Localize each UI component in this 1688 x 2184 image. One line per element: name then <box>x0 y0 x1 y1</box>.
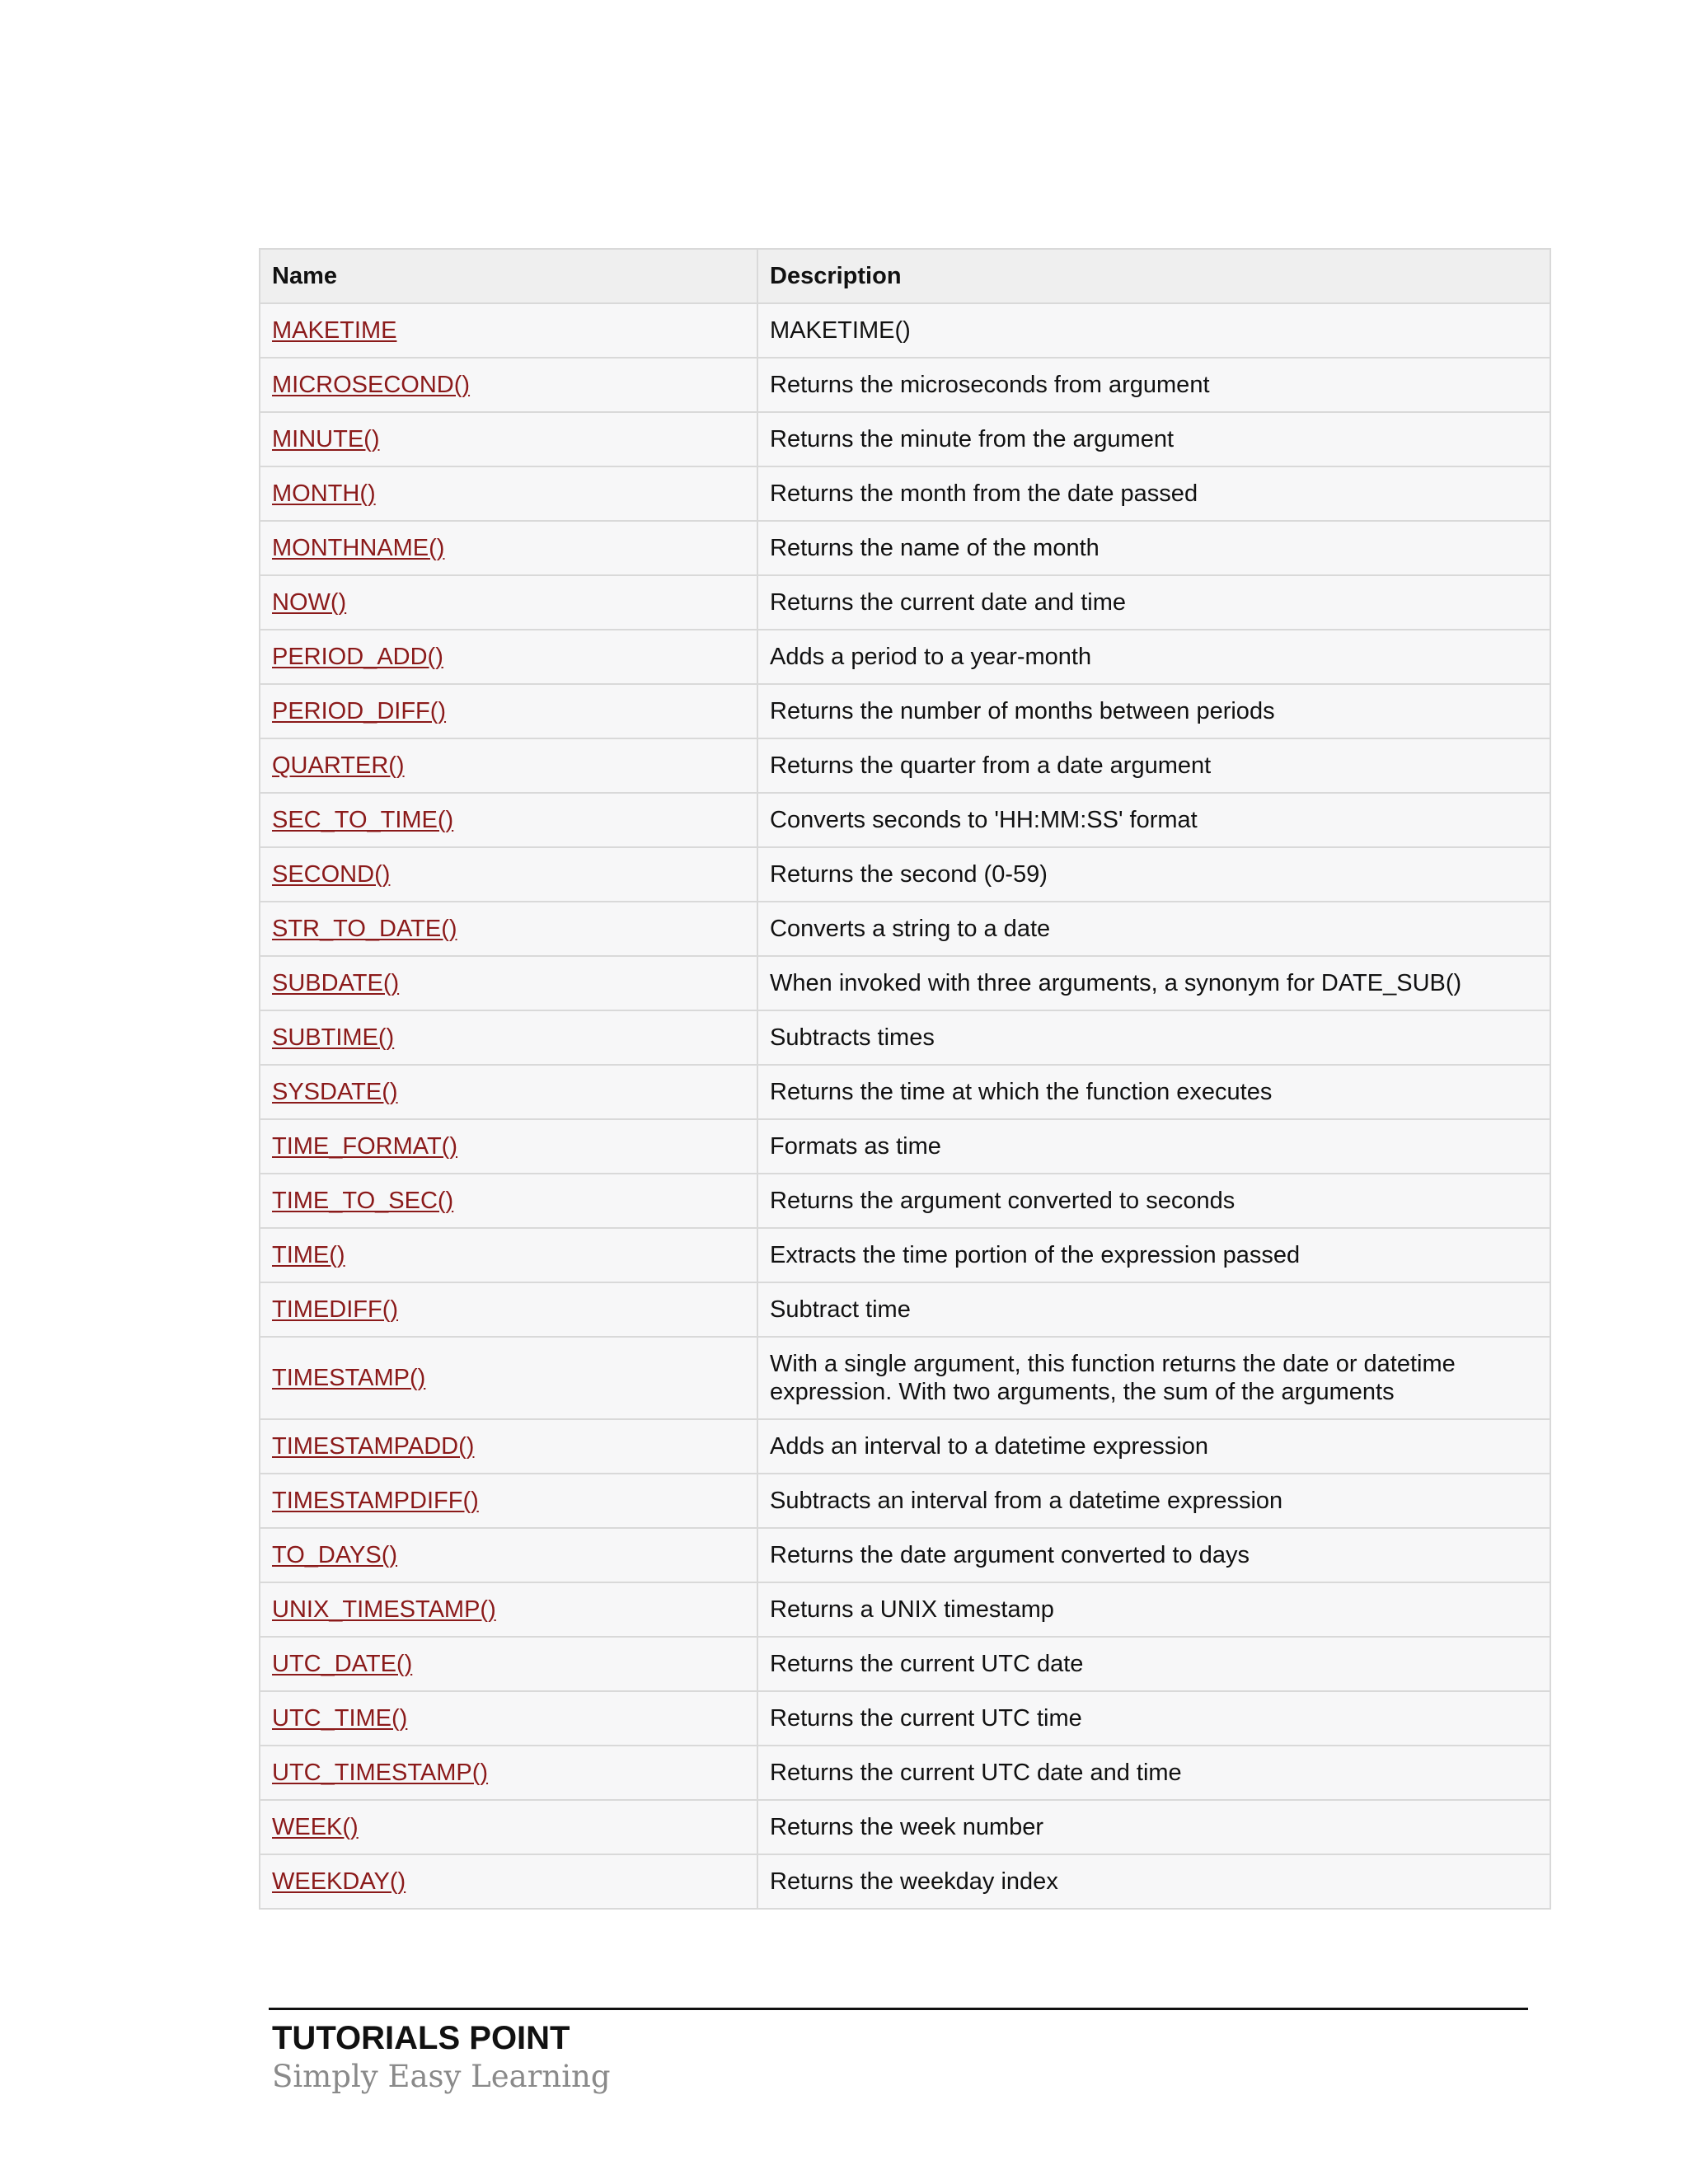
function-description-cell: With a single argument, this function returns the date or datetime expression. With two arguments, the sum of the arguments <box>757 1337 1550 1419</box>
table-row <box>260 521 1550 575</box>
table-row <box>260 1691 1550 1746</box>
function-name-cell <box>260 684 757 738</box>
function-name-cell <box>260 575 757 630</box>
table-row <box>260 412 1550 466</box>
function-description-cell: Returns the second (0-59) <box>757 847 1550 902</box>
footer-divider <box>269 2008 1528 2010</box>
table-row <box>260 684 1550 738</box>
table-row <box>260 793 1550 847</box>
function-link[interactable]: PERIOD_DIFF() <box>272 698 447 724</box>
function-description-cell: Returns the minute from the argument <box>757 412 1550 466</box>
function-link[interactable]: QUARTER() <box>272 752 405 779</box>
table-body <box>260 303 1550 1909</box>
functions-table-container <box>259 248 1550 1910</box>
function-name-cell <box>260 1282 757 1337</box>
function-link[interactable]: UTC_DATE() <box>272 1651 413 1677</box>
function-description-cell: Returns the name of the month <box>757 521 1550 575</box>
function-name-cell <box>260 303 757 358</box>
function-link[interactable]: SYSDATE() <box>272 1079 398 1105</box>
function-name-cell <box>260 630 757 684</box>
footer-tagline: Simply Easy Learning <box>272 2059 611 2094</box>
function-link[interactable]: NOW() <box>272 589 347 616</box>
function-name-cell <box>260 956 757 1010</box>
description-column-header: Description <box>757 249 1550 303</box>
function-link[interactable]: UTC_TIMESTAMP() <box>272 1760 489 1786</box>
name-column-header: Name <box>260 249 757 303</box>
function-name-cell <box>260 1174 757 1228</box>
function-name-cell <box>260 1854 757 1909</box>
function-name-cell <box>260 1528 757 1582</box>
function-description-cell: Returns the weekday index <box>757 1854 1550 1909</box>
function-name-cell <box>260 1337 757 1419</box>
function-link[interactable]: MINUTE() <box>272 426 380 452</box>
footer-brand: TUTORIALS POINT <box>272 2020 570 2056</box>
function-link[interactable]: TO_DAYS() <box>272 1542 398 1568</box>
table-row <box>260 1528 1550 1582</box>
function-description-cell: Returns the time at which the function executes <box>757 1065 1550 1119</box>
table-row <box>260 303 1550 358</box>
functions-table <box>259 248 1551 1910</box>
function-description-cell: Returns the number of months between periods <box>757 684 1550 738</box>
function-name-cell <box>260 1228 757 1282</box>
function-link[interactable]: TIME() <box>272 1242 345 1268</box>
function-description-cell: Returns the current UTC date <box>757 1637 1550 1691</box>
table-row <box>260 575 1550 630</box>
function-name-cell <box>260 1746 757 1800</box>
function-link[interactable]: SUBTIME() <box>272 1024 395 1051</box>
table-row <box>260 1282 1550 1337</box>
function-link[interactable]: MICROSECOND() <box>272 372 471 398</box>
table-row <box>260 630 1550 684</box>
function-name-cell <box>260 466 757 521</box>
function-name-cell <box>260 1010 757 1065</box>
function-description-cell: Subtracts times <box>757 1010 1550 1065</box>
function-description-cell: Adds an interval to a datetime expression <box>757 1419 1550 1474</box>
function-description-cell: Returns the date argument converted to days <box>757 1528 1550 1582</box>
function-name-cell <box>260 1065 757 1119</box>
function-description-cell: Returns the current date and time <box>757 575 1550 630</box>
function-link[interactable]: STR_TO_DATE() <box>272 916 457 942</box>
table-row <box>260 1065 1550 1119</box>
function-link[interactable]: TIME_TO_SEC() <box>272 1188 454 1214</box>
table-row <box>260 466 1550 521</box>
table-row <box>260 1174 1550 1228</box>
function-link[interactable]: TIMESTAMPDIFF() <box>272 1488 479 1514</box>
function-description-cell: Returns the month from the date passed <box>757 466 1550 521</box>
page-footer <box>269 2008 1528 2096</box>
function-link[interactable]: PERIOD_ADD() <box>272 644 443 670</box>
function-name-cell <box>260 1582 757 1637</box>
table-header-row <box>260 249 1550 303</box>
function-name-cell <box>260 1119 757 1174</box>
function-description-cell: Returns the week number <box>757 1800 1550 1854</box>
function-description-cell: Returns the microseconds from argument <box>757 358 1550 412</box>
function-description-cell: Returns the current UTC time <box>757 1691 1550 1746</box>
function-description-cell: Formats as time <box>757 1119 1550 1174</box>
function-link[interactable]: MONTH() <box>272 480 376 507</box>
function-link[interactable]: TIMESTAMPADD() <box>272 1433 475 1460</box>
function-description-cell: Converts a string to a date <box>757 902 1550 956</box>
function-name-cell <box>260 412 757 466</box>
table-row <box>260 1474 1550 1528</box>
function-description-cell: Adds a period to a year-month <box>757 630 1550 684</box>
table-row <box>260 956 1550 1010</box>
function-description-cell: When invoked with three arguments, a synonym for DATE_SUB() <box>757 956 1550 1010</box>
function-description-cell: Subtract time <box>757 1282 1550 1337</box>
function-link[interactable]: SUBDATE() <box>272 970 400 996</box>
function-link[interactable]: WEEK() <box>272 1814 359 1840</box>
table-row <box>260 738 1550 793</box>
function-link[interactable]: MONTHNAME() <box>272 535 445 561</box>
function-description-cell: Converts seconds to 'HH:MM:SS' format <box>757 793 1550 847</box>
function-name-cell <box>260 1800 757 1854</box>
table-row <box>260 902 1550 956</box>
function-link[interactable]: UNIX_TIMESTAMP() <box>272 1596 496 1623</box>
function-name-cell <box>260 793 757 847</box>
table-row <box>260 1854 1550 1909</box>
function-link[interactable]: SEC_TO_TIME() <box>272 807 454 833</box>
table-row <box>260 1119 1550 1174</box>
function-link[interactable]: SECOND() <box>272 861 391 888</box>
table-row <box>260 1337 1550 1419</box>
function-description-cell: Returns the argument converted to seconds <box>757 1174 1550 1228</box>
function-description-cell: MAKETIME() <box>757 303 1550 358</box>
table-row <box>260 1637 1550 1691</box>
function-name-cell <box>260 847 757 902</box>
function-link[interactable]: WEEKDAY() <box>272 1868 406 1895</box>
function-name-cell <box>260 358 757 412</box>
table-row <box>260 847 1550 902</box>
function-link[interactable]: TIME_FORMAT() <box>272 1133 457 1160</box>
table-row <box>260 1746 1550 1800</box>
function-name-cell <box>260 1637 757 1691</box>
function-description-cell: Returns the current UTC date and time <box>757 1746 1550 1800</box>
function-link[interactable]: MAKETIME <box>272 317 397 344</box>
function-name-cell <box>260 902 757 956</box>
function-name-cell <box>260 738 757 793</box>
function-name-cell <box>260 1691 757 1746</box>
function-link[interactable]: TIMESTAMP() <box>272 1365 426 1391</box>
function-description-cell: Extracts the time portion of the expression passed <box>757 1228 1550 1282</box>
table-row <box>260 1228 1550 1282</box>
function-link[interactable]: UTC_TIME() <box>272 1705 408 1732</box>
function-name-cell <box>260 1474 757 1528</box>
function-description-cell: Subtracts an interval from a datetime expression <box>757 1474 1550 1528</box>
table-row <box>260 1582 1550 1637</box>
table-row <box>260 358 1550 412</box>
table-row <box>260 1419 1550 1474</box>
function-description-cell: Returns a UNIX timestamp <box>757 1582 1550 1637</box>
function-name-cell <box>260 521 757 575</box>
table-row <box>260 1800 1550 1854</box>
function-name-cell <box>260 1419 757 1474</box>
function-link[interactable]: TIMEDIFF() <box>272 1296 399 1323</box>
table-row <box>260 1010 1550 1065</box>
function-description-cell: Returns the quarter from a date argument <box>757 738 1550 793</box>
